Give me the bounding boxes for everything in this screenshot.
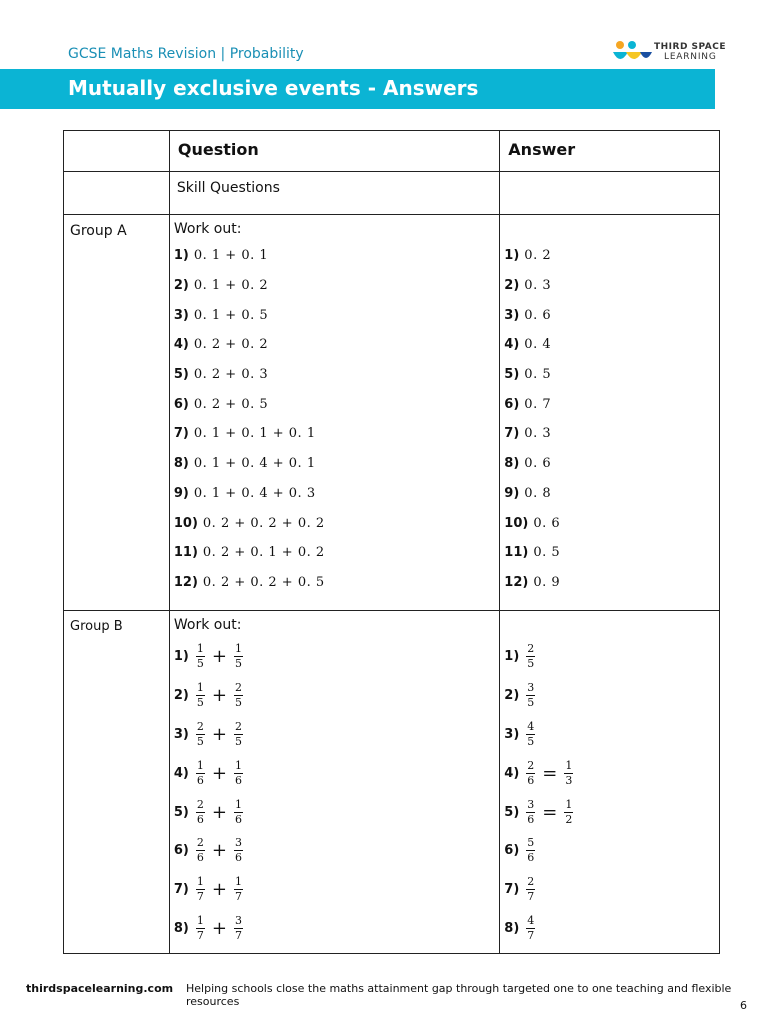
answer-item bbox=[500, 360, 719, 390]
answer-item bbox=[500, 870, 719, 909]
fraction bbox=[234, 721, 243, 748]
question-item bbox=[170, 909, 499, 948]
denominator: 6 bbox=[527, 851, 535, 865]
fraction bbox=[196, 721, 205, 748]
fraction bbox=[526, 643, 535, 670]
denominator: 5 bbox=[196, 695, 204, 709]
skill-answer-blank-cell bbox=[500, 172, 720, 215]
answer-value: 0. 6 bbox=[524, 307, 552, 323]
plus-operator: + bbox=[211, 723, 227, 745]
question-item bbox=[170, 360, 499, 390]
group-a-answer-list bbox=[500, 241, 719, 597]
answer-item bbox=[500, 676, 719, 715]
denominator: 5 bbox=[234, 656, 242, 670]
denominator: 5 bbox=[527, 734, 535, 748]
fraction bbox=[526, 799, 535, 826]
numerator: 2 bbox=[234, 680, 242, 694]
denominator: 6 bbox=[234, 812, 242, 826]
answer-value: 0. 8 bbox=[524, 485, 552, 501]
answer-item bbox=[500, 449, 719, 479]
fraction bbox=[196, 643, 205, 670]
question-item bbox=[170, 271, 499, 301]
question-expression: 0. 1 + 0. 1 + 0. 1 bbox=[193, 426, 316, 442]
group-b-question-list bbox=[170, 637, 499, 948]
fraction bbox=[234, 760, 243, 787]
answer-number: 11) bbox=[504, 545, 529, 561]
answer-number: 4) bbox=[504, 765, 520, 781]
answer-number: 7) bbox=[504, 882, 520, 898]
question-item bbox=[170, 831, 499, 870]
denominator: 6 bbox=[527, 773, 535, 787]
third-space-learning-logo bbox=[612, 40, 732, 66]
question-number: 1) bbox=[173, 248, 189, 264]
plus-operator: + bbox=[211, 801, 227, 823]
answer-item bbox=[500, 389, 719, 419]
question-expression: 0. 2 + 0. 2 bbox=[193, 337, 269, 353]
question-number: 5) bbox=[173, 367, 189, 383]
question-number: 1) bbox=[173, 648, 189, 664]
numerator: 3 bbox=[527, 680, 535, 694]
answer-item bbox=[500, 568, 719, 598]
numerator: 1 bbox=[196, 758, 204, 772]
group-b-label: Group B bbox=[64, 611, 170, 954]
question-number: 7) bbox=[173, 426, 189, 442]
answer-item bbox=[500, 637, 719, 676]
question-number: 9) bbox=[173, 485, 189, 501]
answer-item bbox=[500, 754, 719, 793]
group-b-answer-list bbox=[500, 637, 719, 948]
question-column-header: Question bbox=[169, 131, 499, 172]
title-banner bbox=[0, 69, 715, 109]
page-number: 6 bbox=[740, 999, 747, 1012]
question-item bbox=[170, 389, 499, 419]
answer-number: 1) bbox=[504, 248, 520, 264]
question-expression: 0. 2 + 0. 2 + 0. 2 bbox=[202, 515, 325, 531]
document-subtitle: GCSE Maths Revision | Probability bbox=[68, 46, 304, 62]
question-number: 7) bbox=[173, 882, 189, 898]
fraction bbox=[564, 760, 573, 787]
numerator: 1 bbox=[196, 641, 204, 655]
numerator: 3 bbox=[234, 914, 242, 928]
question-number: 12) bbox=[173, 574, 198, 590]
group-b-answer-spacer bbox=[500, 611, 719, 637]
answer-number: 5) bbox=[504, 367, 520, 383]
question-expression: 0. 1 + 0. 4 + 0. 3 bbox=[193, 485, 316, 501]
fraction bbox=[526, 682, 535, 709]
fraction bbox=[196, 837, 205, 864]
question-item bbox=[170, 300, 499, 330]
answer-value: 0. 6 bbox=[533, 515, 561, 531]
question-number: 5) bbox=[173, 804, 189, 820]
question-number: 4) bbox=[173, 765, 189, 781]
answer-number: 3) bbox=[504, 307, 520, 323]
answer-number: 8) bbox=[504, 921, 520, 937]
question-number: 8) bbox=[173, 921, 189, 937]
equals-operator: = bbox=[542, 762, 558, 784]
logo-text bbox=[654, 42, 726, 62]
denominator: 7 bbox=[234, 929, 242, 943]
answer-value: 0. 3 bbox=[524, 278, 552, 294]
fraction bbox=[234, 682, 243, 709]
answer-item bbox=[500, 330, 719, 360]
denominator: 5 bbox=[234, 695, 242, 709]
answer-value: 0. 3 bbox=[524, 426, 552, 442]
answer-value: 0. 9 bbox=[533, 574, 561, 590]
question-item bbox=[170, 479, 499, 509]
fraction bbox=[196, 682, 205, 709]
question-item bbox=[170, 419, 499, 449]
fraction bbox=[234, 837, 243, 864]
denominator: 6 bbox=[196, 812, 204, 826]
question-expression: 0. 2 + 0. 5 bbox=[193, 396, 269, 412]
equals-operator: = bbox=[542, 801, 558, 823]
plus-operator: + bbox=[211, 762, 227, 784]
question-item bbox=[170, 568, 499, 598]
question-expression: 0. 2 + 0. 1 + 0. 2 bbox=[202, 545, 325, 561]
numerator: 1 bbox=[234, 641, 242, 655]
numerator: 4 bbox=[527, 914, 535, 928]
answer-item bbox=[500, 241, 719, 271]
question-item bbox=[170, 870, 499, 909]
plus-operator: + bbox=[211, 918, 227, 940]
fraction bbox=[234, 643, 243, 670]
question-number: 6) bbox=[173, 396, 189, 412]
denominator: 5 bbox=[527, 656, 535, 670]
skill-questions-row bbox=[64, 172, 720, 215]
group-a-answer-spacer bbox=[500, 215, 719, 241]
answer-number: 6) bbox=[504, 843, 520, 859]
answer-number: 4) bbox=[504, 337, 520, 353]
question-item bbox=[170, 241, 499, 271]
fraction bbox=[526, 760, 535, 787]
answer-value: 0. 5 bbox=[524, 367, 552, 383]
header-blank-cell bbox=[64, 131, 170, 172]
denominator: 7 bbox=[234, 890, 242, 904]
fraction bbox=[526, 915, 535, 942]
fraction bbox=[196, 876, 205, 903]
numerator: 3 bbox=[234, 836, 242, 850]
group-a-row bbox=[64, 215, 720, 611]
skill-blank-cell bbox=[64, 172, 170, 215]
question-item bbox=[170, 715, 499, 754]
denominator: 5 bbox=[234, 734, 242, 748]
question-expression: 0. 1 + 0. 5 bbox=[193, 307, 269, 323]
answer-value: 0. 5 bbox=[533, 545, 561, 561]
group-b-instruction: Work out: bbox=[173, 617, 242, 633]
answer-item bbox=[500, 909, 719, 948]
denominator: 7 bbox=[527, 890, 535, 904]
denominator: 5 bbox=[196, 734, 204, 748]
fraction bbox=[234, 799, 243, 826]
fraction bbox=[234, 915, 243, 942]
plus-operator: + bbox=[211, 645, 227, 667]
group-b-answers bbox=[500, 611, 720, 954]
group-a-label: Group A bbox=[64, 215, 170, 611]
denominator: 6 bbox=[196, 851, 204, 865]
denominator: 6 bbox=[234, 851, 242, 865]
answer-number: 3) bbox=[504, 726, 520, 742]
answer-item bbox=[500, 419, 719, 449]
answer-number: 10) bbox=[504, 515, 529, 531]
numerator: 1 bbox=[565, 758, 573, 772]
question-number: 3) bbox=[173, 726, 189, 742]
answer-number: 8) bbox=[504, 456, 520, 472]
plus-operator: + bbox=[211, 840, 227, 862]
question-expression: 0. 2 + 0. 3 bbox=[193, 367, 269, 383]
answer-item bbox=[500, 508, 719, 538]
plus-operator: + bbox=[211, 879, 227, 901]
fraction bbox=[526, 876, 535, 903]
logo-line1: THIRD SPACE bbox=[654, 42, 727, 52]
fraction bbox=[196, 915, 205, 942]
question-item bbox=[170, 330, 499, 360]
answer-number: 9) bbox=[504, 485, 520, 501]
numerator: 2 bbox=[196, 836, 204, 850]
answer-item bbox=[500, 793, 719, 832]
answer-number: 2) bbox=[504, 687, 520, 703]
numerator: 1 bbox=[196, 914, 204, 928]
answer-item bbox=[500, 271, 719, 301]
question-number: 3) bbox=[173, 307, 189, 323]
denominator: 7 bbox=[196, 929, 204, 943]
question-expression: 0. 1 + 0. 2 bbox=[193, 278, 269, 294]
fraction bbox=[526, 721, 535, 748]
fraction bbox=[196, 799, 205, 826]
plus-operator: + bbox=[211, 684, 227, 706]
table-header-row bbox=[64, 131, 720, 172]
numerator: 1 bbox=[234, 797, 242, 811]
answer-item bbox=[500, 831, 719, 870]
question-number: 11) bbox=[173, 545, 198, 561]
answer-number: 6) bbox=[504, 396, 520, 412]
denominator: 3 bbox=[565, 773, 573, 787]
fraction bbox=[564, 799, 573, 826]
question-number: 8) bbox=[173, 456, 189, 472]
question-number: 2) bbox=[173, 687, 189, 703]
numerator: 1 bbox=[565, 797, 573, 811]
skill-questions-label: Skill Questions bbox=[169, 172, 499, 215]
question-item bbox=[170, 793, 499, 832]
answer-number: 7) bbox=[504, 426, 520, 442]
answer-item bbox=[500, 300, 719, 330]
denominator: 5 bbox=[196, 656, 204, 670]
denominator: 6 bbox=[234, 773, 242, 787]
group-a-answers bbox=[500, 215, 720, 611]
numerator: 2 bbox=[196, 797, 204, 811]
group-b-questions bbox=[169, 611, 499, 954]
answer-number: 2) bbox=[504, 278, 520, 294]
group-a-questions bbox=[169, 215, 499, 611]
footer-tagline: Helping schools close the maths attainment gap through targeted one to one teaching and flexible resources bbox=[186, 982, 732, 1008]
answer-column-header: Answer bbox=[500, 131, 720, 172]
question-item bbox=[170, 449, 499, 479]
numerator: 2 bbox=[527, 875, 535, 889]
numerator: 3 bbox=[527, 797, 535, 811]
page-title: Mutually exclusive events - Answers bbox=[68, 76, 479, 100]
group-a-instruction: Work out: bbox=[173, 221, 242, 237]
denominator: 2 bbox=[565, 812, 573, 826]
numerator: 2 bbox=[234, 719, 242, 733]
fraction bbox=[234, 876, 243, 903]
fraction bbox=[526, 837, 535, 864]
question-item bbox=[170, 538, 499, 568]
logo-line2: LEARNING bbox=[664, 52, 717, 62]
denominator: 7 bbox=[196, 890, 204, 904]
numerator: 2 bbox=[527, 758, 535, 772]
answer-value: 0. 6 bbox=[524, 456, 552, 472]
numerator: 1 bbox=[196, 875, 204, 889]
answer-value: 0. 7 bbox=[524, 396, 552, 412]
numerator: 2 bbox=[196, 719, 204, 733]
question-expression: 0. 2 + 0. 2 + 0. 5 bbox=[202, 574, 325, 590]
answer-value: 0. 4 bbox=[524, 337, 552, 353]
question-item bbox=[170, 676, 499, 715]
logo-mark-icon bbox=[612, 40, 652, 66]
denominator: 5 bbox=[527, 695, 535, 709]
denominator: 7 bbox=[527, 929, 535, 943]
answer-number: 12) bbox=[504, 574, 529, 590]
denominator: 6 bbox=[196, 773, 204, 787]
question-number: 10) bbox=[173, 515, 198, 531]
numerator: 1 bbox=[196, 680, 204, 694]
answer-item bbox=[500, 538, 719, 568]
answer-item bbox=[500, 479, 719, 509]
answer-number: 1) bbox=[504, 648, 520, 664]
question-item bbox=[170, 508, 499, 538]
numerator: 1 bbox=[234, 758, 242, 772]
question-item bbox=[170, 637, 499, 676]
denominator: 6 bbox=[527, 812, 535, 826]
question-number: 2) bbox=[173, 278, 189, 294]
footer-site: thirdspacelearning.com bbox=[26, 982, 174, 995]
numerator: 5 bbox=[527, 836, 535, 850]
fraction bbox=[196, 760, 205, 787]
question-expression: 0. 1 + 0. 1 bbox=[193, 248, 269, 264]
question-number: 6) bbox=[173, 843, 189, 859]
answer-number: 5) bbox=[504, 804, 520, 820]
answer-item bbox=[500, 715, 719, 754]
numerator: 4 bbox=[527, 719, 535, 733]
group-b-row bbox=[64, 611, 720, 954]
question-item bbox=[170, 754, 499, 793]
question-expression: 0. 1 + 0. 4 + 0. 1 bbox=[193, 456, 316, 472]
answer-value: 0. 2 bbox=[524, 248, 552, 264]
numerator: 1 bbox=[234, 875, 242, 889]
numerator: 2 bbox=[527, 641, 535, 655]
group-a-question-list bbox=[170, 241, 499, 597]
answers-table bbox=[63, 130, 720, 954]
question-number: 4) bbox=[173, 337, 189, 353]
